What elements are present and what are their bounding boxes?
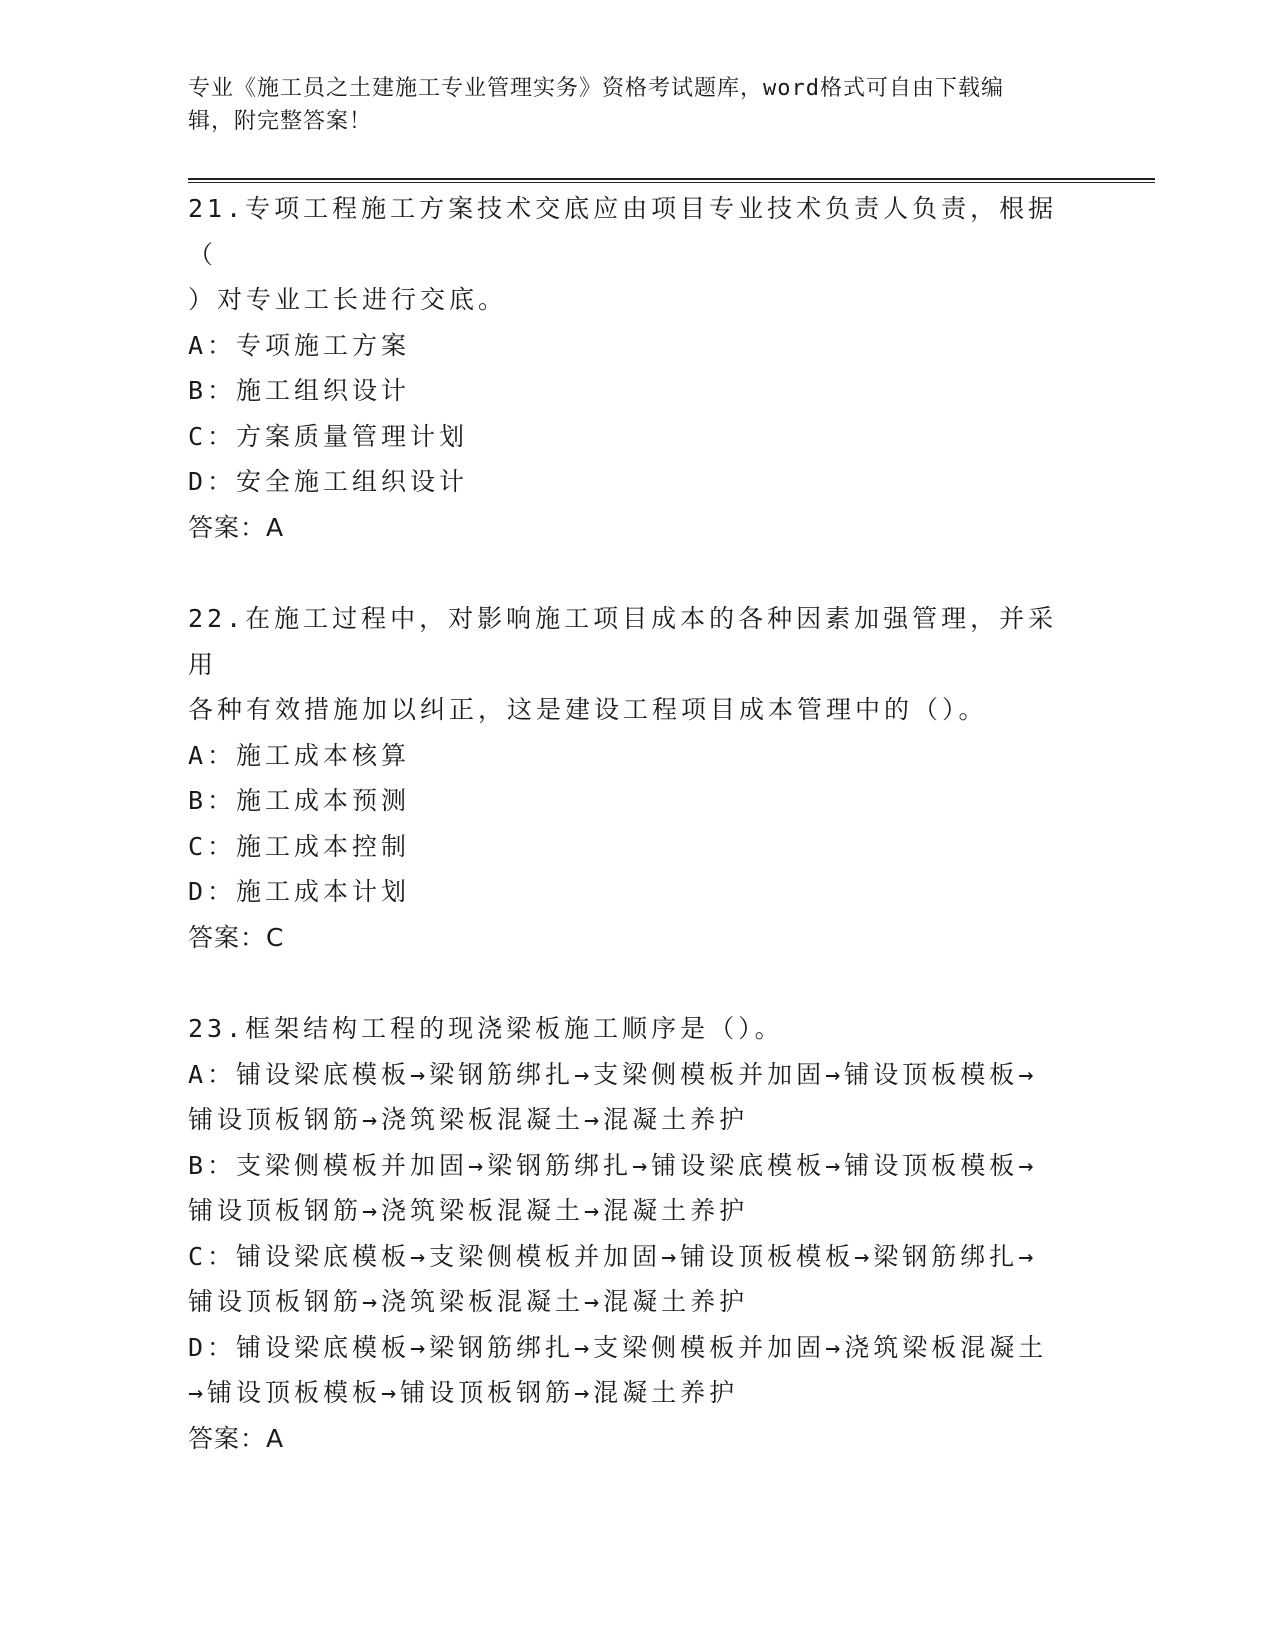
option-c: C：铺设梁底模板→支梁侧模板并加固→铺设顶板模板→梁钢筋绑扎→ (188, 1241, 1038, 1271)
answer-label: 答案：A (188, 1423, 285, 1453)
option-d: D：安全施工组织设计 (188, 467, 469, 496)
question-stem-line: 22.在施工过程中，对影响施工项目成本的各种因素加强管理，并采用 (188, 604, 1058, 679)
option-b: B：施工组织设计 (188, 376, 411, 405)
option-c: C：施工成本控制 (188, 831, 411, 861)
question-list (188, 186, 1068, 1507)
header-divider (188, 178, 1155, 183)
question-stem-line: 各种有效措施加以纠正，这是建设工程项目成本管理中的（）。 (188, 695, 988, 724)
option-b: B：施工成本预测 (188, 786, 411, 815)
question-stem-line: 21.专项工程施工方案技术交底应由项目专业技术负责人负责，根据（ (188, 194, 1058, 269)
header-line-2: 辑，附完整答案！ (188, 109, 373, 134)
option-c: C：方案质量管理计划 (188, 421, 469, 451)
option-b-continued: 铺设顶板钢筋→浇筑梁板混凝土→混凝土养护 (188, 1196, 749, 1225)
answer-label: 答案：A (188, 512, 285, 542)
option-a: A：铺设梁底模板→梁钢筋绑扎→支梁侧模板并加固→铺设顶板模板→ (188, 1059, 1038, 1089)
question-23 (188, 1006, 1068, 1461)
option-d-continued: →铺设顶板模板→铺设顶板钢筋→混凝土养护 (188, 1378, 739, 1407)
option-d: D：铺设梁底模板→梁钢筋绑扎→支梁侧模板并加固→浇筑梁板混凝土 (188, 1332, 1048, 1362)
option-c-continued: 铺设顶板钢筋→浇筑梁板混凝土→混凝土养护 (188, 1287, 749, 1316)
document-header (188, 72, 1068, 138)
option-a: A：施工成本核算 (188, 740, 411, 770)
question-22 (188, 596, 1068, 960)
question-stem-line: ）对专业工长进行交底。 (188, 285, 508, 314)
option-a-continued: 铺设顶板钢筋→浇筑梁板混凝土→混凝土养护 (188, 1105, 749, 1134)
option-b: B：支梁侧模板并加固→梁钢筋绑扎→铺设梁底模板→铺设顶板模板→ (188, 1150, 1038, 1180)
option-a: A：专项施工方案 (188, 330, 411, 360)
question-21 (188, 186, 1068, 550)
header-line-1: 专业《施工员之土建施工专业管理实务》资格考试题库，word格式可自由下载编 (188, 76, 1004, 101)
answer-label: 答案：C (188, 922, 285, 952)
option-d: D：施工成本计划 (188, 877, 411, 906)
question-stem-line: 23.框架结构工程的现浇梁板施工顺序是（）。 (188, 1014, 784, 1043)
